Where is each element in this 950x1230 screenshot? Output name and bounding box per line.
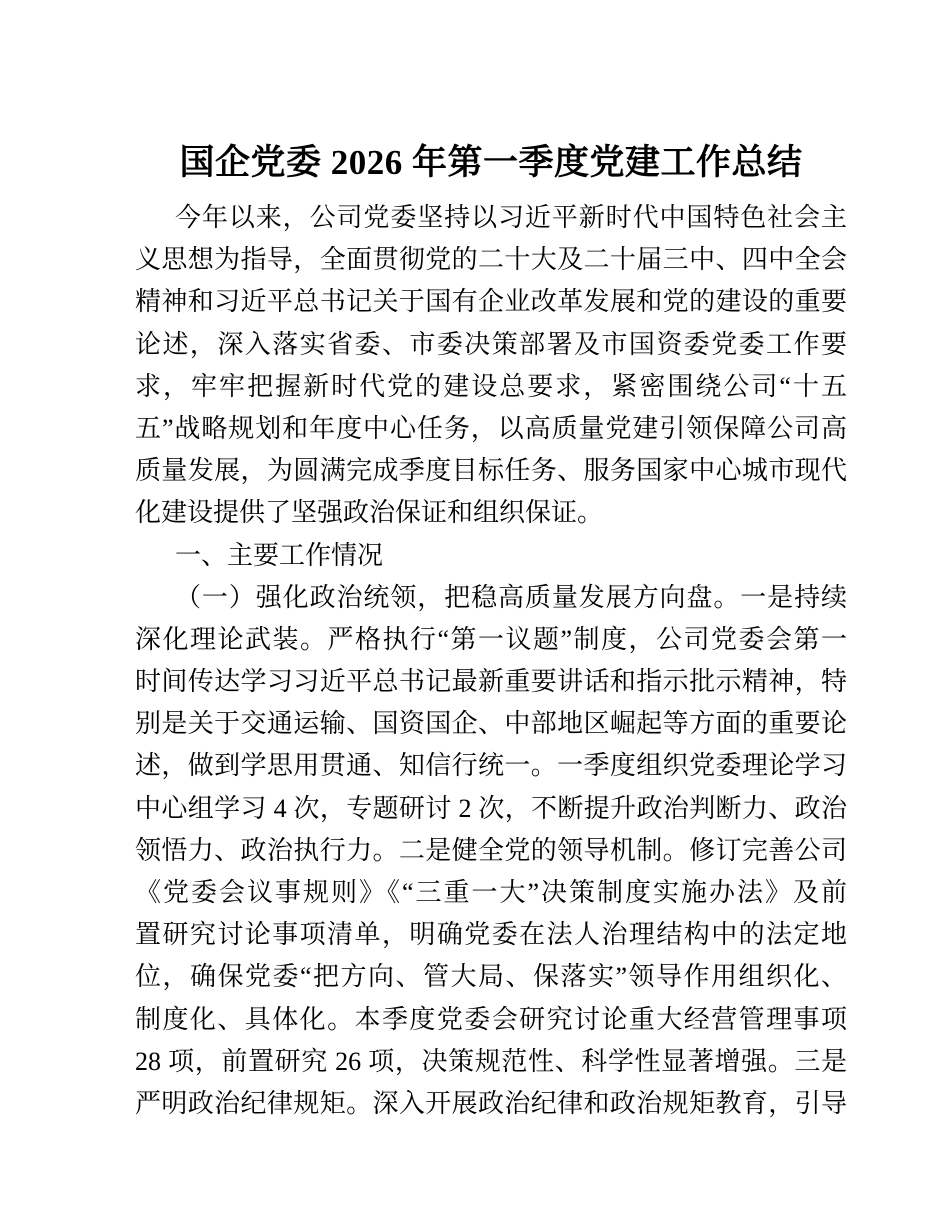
text-line: 述，做到学思用贯通、知信行统一。一季度组织党委理论学习 [135, 751, 847, 781]
text-line: 别是关于交通运输、国资国企、中部地区崛起等方面的重要论 [135, 709, 847, 739]
document-body [135, 197, 847, 1125]
section-heading: 一、主要工作情况 [175, 540, 384, 570]
text-line: 质量发展，为圆满完成季度目标任务、服务国家中心城市现代 [135, 456, 847, 486]
text-line: 中心组学习 4 次，专题研讨 2 次，不断提升政治判断力、政治 [135, 793, 847, 823]
text-line: 求，牢牢把握新时代党的建设总要求，紧密围绕公司“十五 [135, 371, 847, 401]
text-line: 《党委会议事规则》《“三重一大”决策制度实施办法》及前 [135, 878, 847, 907]
text-line: （一）强化政治统领，把稳高质量发展方向盘。一是持续 [175, 582, 847, 612]
text-line: 严明政治纪律规矩。深入开展政治纪律和政治规矩教育，引导 [135, 1088, 847, 1118]
text-line: 置研究讨论事项清单，明确党委在法人治理结构中的法定地 [135, 920, 847, 950]
text-line: 位，确保党委“把方向、管大局、保落实”领导作用组织化、 [135, 962, 847, 992]
text-line: 义思想为指导，全面贯彻党的二十大及二十届三中、四中全会 [135, 245, 847, 275]
text-line: 精神和习近平总书记关于国有企业改革发展和党的建设的重要 [135, 287, 847, 317]
text-line: 28 项，前置研究 26 项，决策规范性、科学性显著增强。三是 [135, 1046, 847, 1076]
text-line: 时间传达学习习近平总书记最新重要讲话和指示批示精神，特 [135, 667, 847, 697]
text-line: 五”战略规划和年度中心任务，以高质量党建引领保障公司高 [135, 413, 847, 443]
text-line: 领悟力、政治执行力。二是健全党的领导机制。修订完善公司 [135, 835, 847, 865]
text-line: 制度化、具体化。本季度党委会研究讨论重大经营管理事项 [135, 1004, 847, 1034]
document-title: 国企党委 2026 年第一季度党建工作总结 [179, 143, 803, 182]
text-line: 今年以来，公司党委坚持以习近平新时代中国特色社会主 [175, 203, 847, 232]
text-line: 深化理论武装。严格执行“第一议题”制度，公司党委会第一 [135, 624, 847, 654]
text-line: 论述，深入落实省委、市委决策部署及市国资委党委工作要 [135, 329, 847, 359]
text-line: 化建设提供了坚强政治保证和组织保证。 [135, 498, 604, 528]
